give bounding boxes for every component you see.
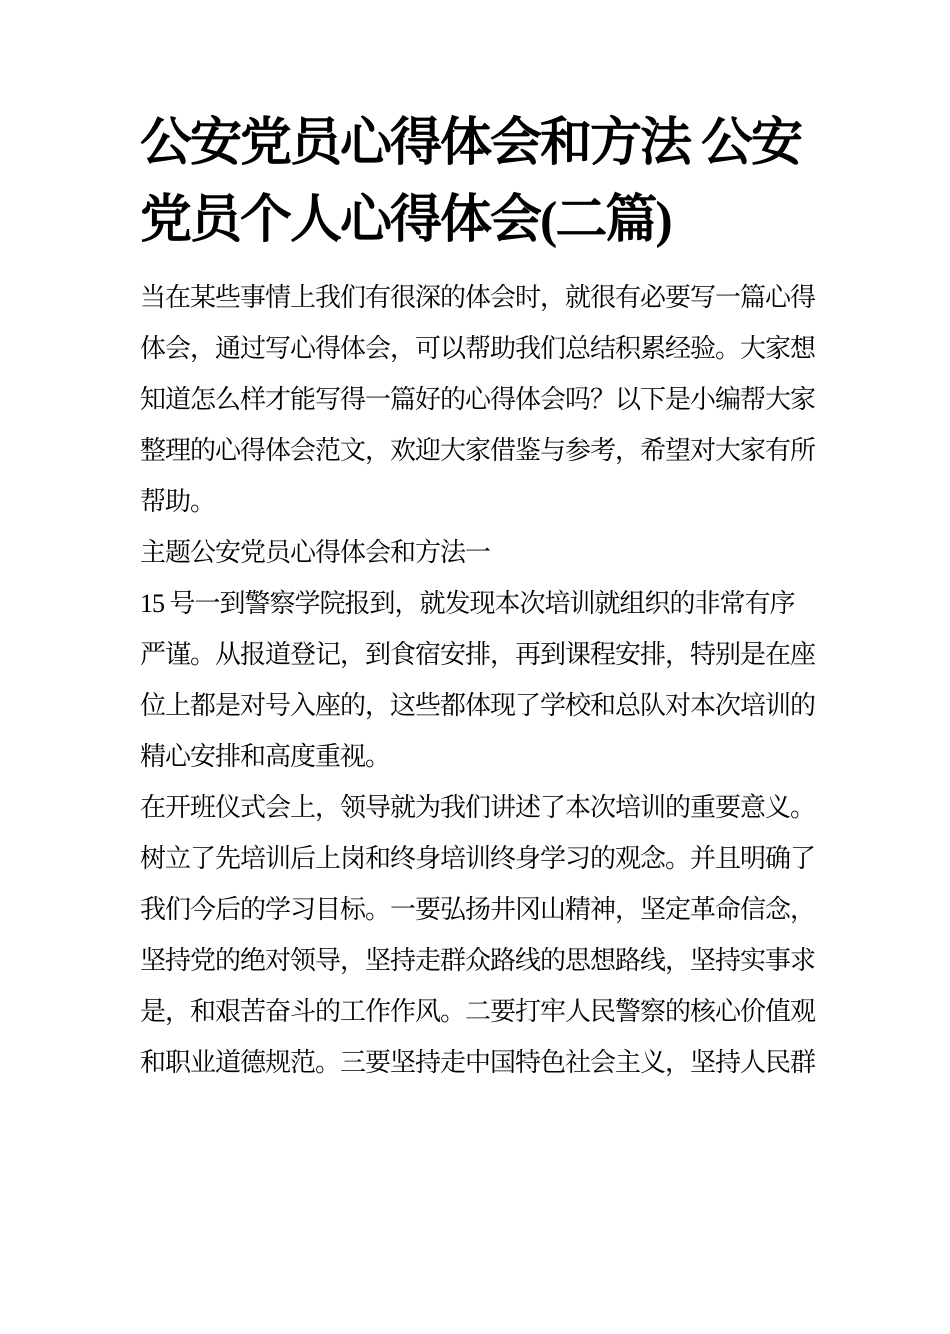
body-line: 和职业道德规范。三要坚持走中国特色社会主义，坚持人民群 [140, 1048, 816, 1077]
body-line: 树立了先培训后上岗和终身培训终身学习的观念。并且明确了 [140, 844, 816, 873]
title-line: 党员个人心得体会(二篇) [140, 192, 671, 249]
body-line: 帮助。 [140, 487, 216, 516]
document-title [140, 105, 820, 259]
body-line: 坚持党的绝对领导，坚持走群众路线的思想路线，坚持实事求 [140, 946, 816, 975]
body-line: 是，和艰苦奋斗的工作作风。二要打牢人民警察的核心价值观 [140, 997, 816, 1026]
body-line: 整理的心得体会范文，欢迎大家借鉴与参考，希望对大家有所 [140, 436, 816, 465]
document-page [0, 105, 950, 1334]
body-line: 精心安排和高度重视。 [140, 742, 391, 771]
body-line: 体会，通过写心得体会，可以帮助我们总结积累经验。大家想 [140, 334, 816, 363]
body-line: 知道怎么样才能写得一篇好的心得体会吗？以下是小编帮大家 [140, 385, 816, 414]
body-line: 我们今后的学习目标。一要弘扬井冈山精神，坚定革命信念， [140, 895, 816, 924]
body-line: 主题公安党员心得体会和方法一 [140, 538, 491, 567]
body-line: 位上都是对号入座的，这些都体现了学校和总队对本次培训的 [140, 691, 816, 720]
body-line: 当在某些事情上我们有很深的体会时，就很有必要写一篇心得 [140, 283, 816, 312]
title-line: 公安党员心得体会和方法 公安 [140, 115, 802, 172]
document-body [140, 272, 820, 1088]
body-line: 在开班仪式会上，领导就为我们讲述了本次培训的重要意义。 [140, 793, 816, 822]
body-line: 严谨。从报道登记，到食宿安排，再到课程安排，特别是在座 [140, 640, 816, 669]
body-line: 15 号一到警察学院报到，就发现本次培训就组织的非常有序 [140, 589, 795, 618]
